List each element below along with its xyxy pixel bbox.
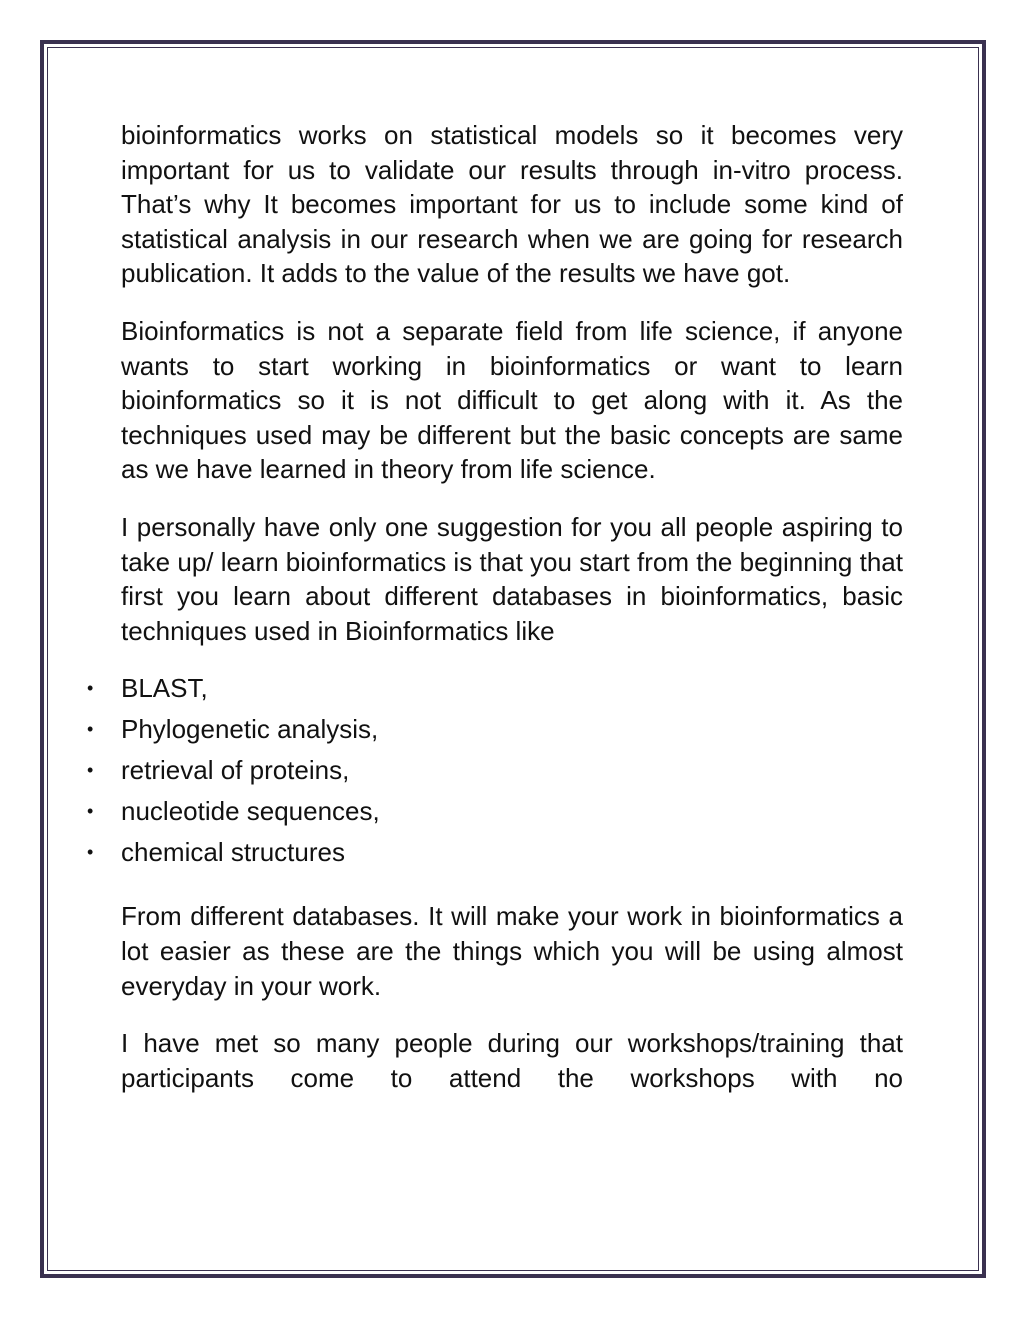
bullet-icon: •: [87, 719, 94, 740]
list-item-text: retrieval of proteins,: [121, 755, 350, 786]
paragraph-different-databases: From different databases. It will make your work in bioinformatics a lot easier as these are the things which you will be using almost everyday in your work.: [121, 901, 903, 1001]
bullet-icon: •: [87, 678, 94, 699]
paragraph-life-science: Bioinformatics is not a separate field from life science, if anyone wants to start working in bioinformatics or want to learn bioinformatics so it is not difficult to get along with it. As the techniques used may be different but the basic concepts are same as we have learned in theory from life science.: [121, 315, 903, 485]
paragraph-workshops: I have met so many people during our workshops/training that participants come to attend the workshops with no: [121, 1028, 903, 1093]
list-item: [87, 794, 903, 835]
techniques-list: [87, 671, 903, 876]
document-body: [87, 118, 903, 1118]
list-item: [87, 712, 903, 753]
list-item-text: chemical structures: [121, 837, 345, 868]
paragraph-suggestion: I personally have only one suggestion for you all people aspiring to take up/ learn bioinformatics is that you start from the beginning that first you learn about different databases in bioinformatics, basic techniques used in Bioinformatics like: [121, 511, 903, 646]
list-item: [87, 835, 903, 876]
list-item-text: BLAST,: [121, 673, 208, 704]
paragraph-statistical-models: bioinformatics works on statistical models so it becomes very important for us to validate our results through in-vitro process. That’s why It becomes important for us to include some kind of statistical analysis in our research when we are going for research publication. It adds to the value of the results we have got.: [121, 120, 903, 289]
bullet-icon: •: [87, 760, 94, 781]
list-item: [87, 671, 903, 712]
bullet-icon: •: [87, 842, 94, 863]
list-item-text: nucleotide sequences,: [121, 796, 380, 827]
list-item-text: Phylogenetic analysis,: [121, 714, 379, 745]
list-item: [87, 753, 903, 794]
bullet-icon: •: [87, 801, 94, 822]
